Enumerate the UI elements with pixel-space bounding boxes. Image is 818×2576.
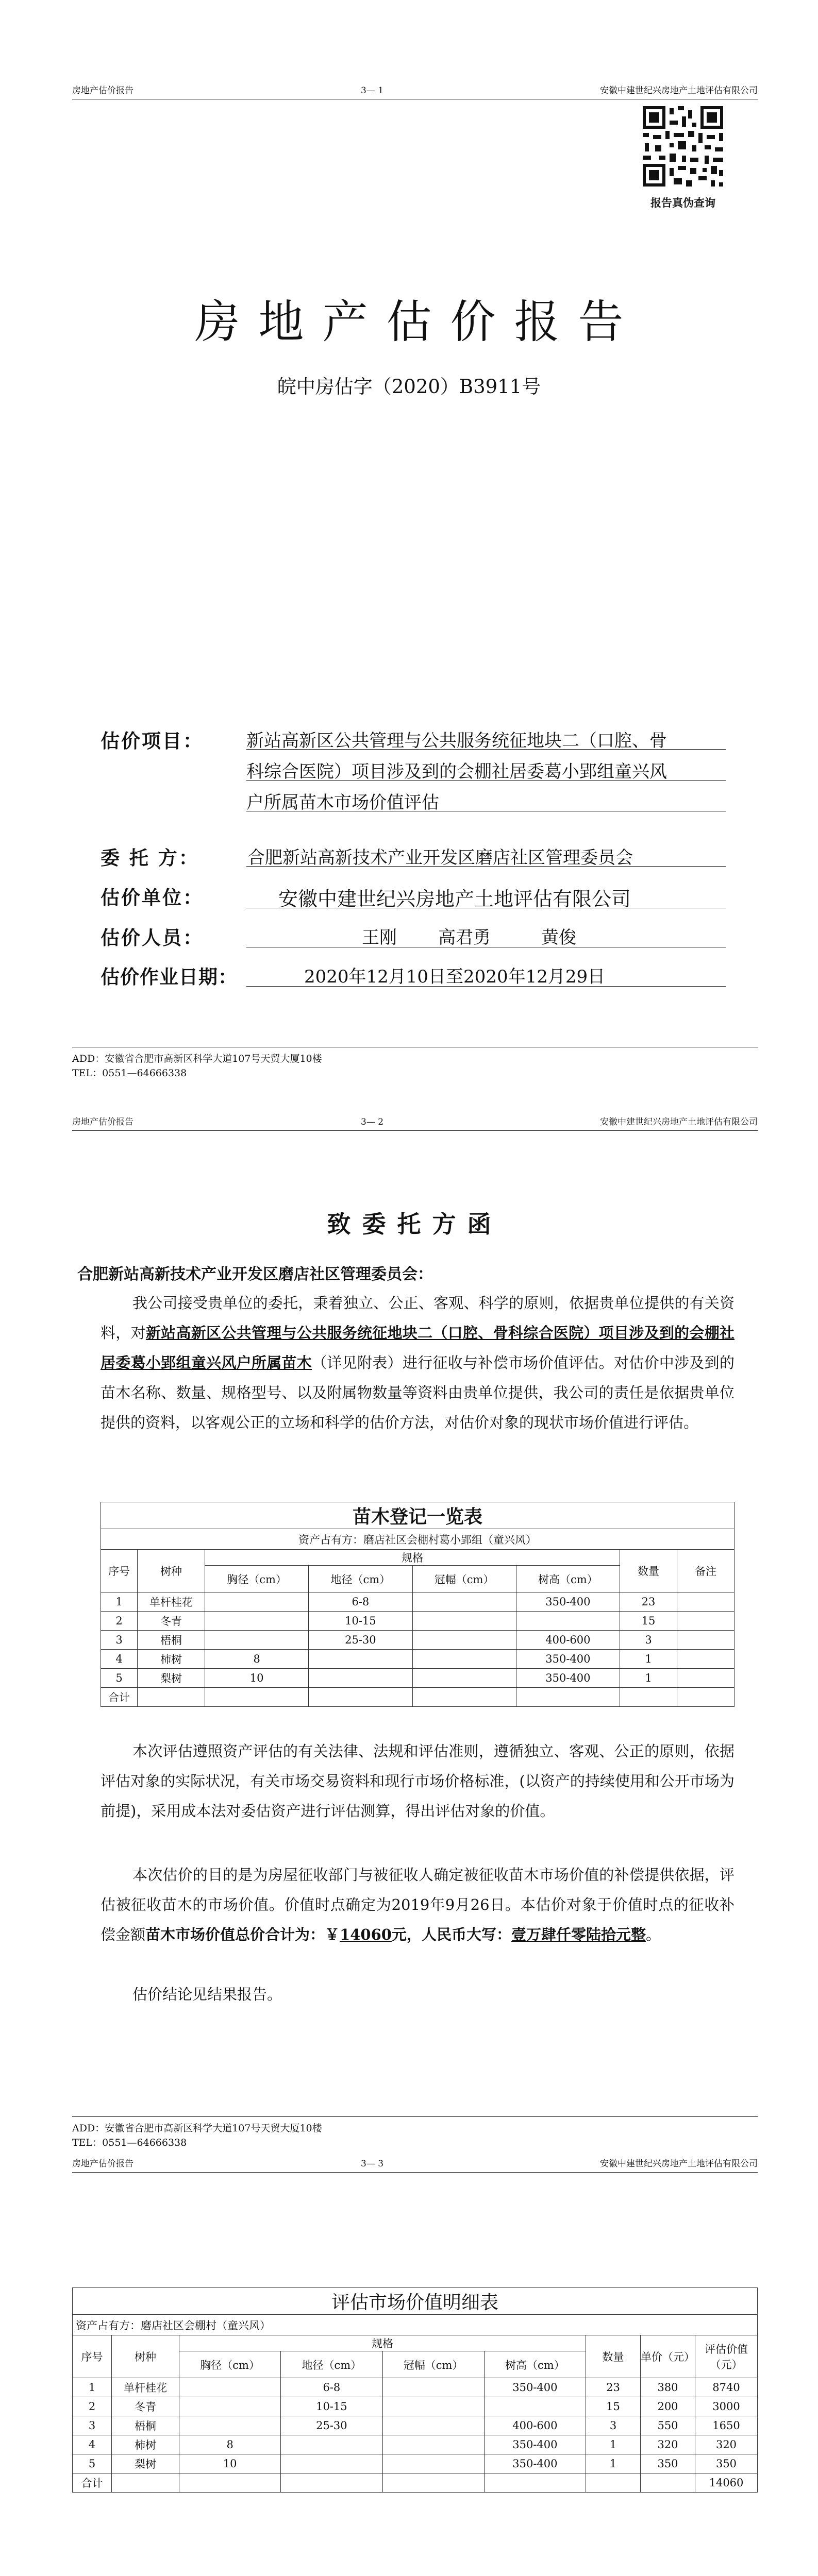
letter-paragraph-3: [101, 1860, 734, 1950]
cell: [412, 1650, 516, 1669]
para3-text: 本次估价的目的是为房屋征收部门与被征收人确定被征收苗木市场价值的补偿提供依据，评估被征收苗木的市场价值。价值时点确定为2019年9月26日。本估价对象于价值时点的征收补偿金额: [101, 1866, 734, 1943]
cell: 3: [620, 1631, 677, 1650]
cell: 25-30: [281, 2416, 382, 2435]
table-total-row: [73, 2473, 758, 2493]
cell: [179, 2378, 281, 2397]
col-header-dia: 胸径（cm）: [205, 1566, 309, 1592]
header-company: 安徽中建世纪兴房地产土地评估有限公司: [600, 86, 758, 96]
cell: 柿树: [112, 2435, 179, 2454]
col-header-dia: 胸径（cm）: [179, 2351, 281, 2378]
work-date: 2020年12月10日至2020年12月29日: [304, 967, 606, 987]
col-header-height: 树高（cm）: [484, 2351, 586, 2378]
cell: [179, 2416, 281, 2435]
underline: [246, 866, 726, 867]
table-title: 苗木登记一览表: [101, 1502, 734, 1529]
table-row: [73, 2416, 758, 2435]
cell: [412, 1631, 516, 1650]
project-line-3: 户所属苗木市场价值评估: [246, 792, 439, 813]
col-header-ground: 地径（cm）: [309, 1566, 412, 1592]
cell: 23: [620, 1592, 677, 1612]
col-header-height: 树高（cm）: [516, 1566, 620, 1592]
table-row: [101, 1612, 734, 1631]
col-header-value: 评估价值（元）: [695, 2335, 758, 2378]
footer-tel: TEL：0551—64666338: [72, 1067, 187, 1079]
col-header-no: 序号: [73, 2335, 112, 2378]
cell: [677, 1650, 734, 1669]
cell: 1: [620, 1650, 677, 1669]
cell: 8740: [695, 2378, 758, 2397]
cell: 200: [641, 2397, 695, 2416]
table-total-row: [101, 1688, 734, 1707]
footer-address: ADD：安徽省合肥市高新区科学大道107号天贸大厦10楼: [72, 1053, 322, 1064]
cell: 550: [641, 2416, 695, 2435]
cell: [281, 2435, 382, 2454]
cell: 350-400: [516, 1669, 620, 1688]
cell: 8: [205, 1650, 309, 1669]
cell: 400-600: [516, 1631, 620, 1650]
cell: 350: [695, 2454, 758, 2473]
org-name: 安徽中建世纪兴房地产土地评估有限公司: [278, 888, 631, 910]
cell: [484, 2397, 586, 2416]
letter-paragraph-2: 本次评估遵照资产评估的有关法律、法规和评估准则，遵循独立、客观、公正的原则，依据评估对象的实际状况，有关市场交易资料和现行市场价格标准，(以资产的持续使用和公开市场为前提)，采用成本法对委估资产进行评估测算，得出评估对象的价值。: [101, 1742, 734, 1820]
cell: 25-30: [309, 1631, 412, 1650]
cell: 梧桐: [138, 1631, 205, 1650]
client-label: 委 托 方：: [101, 846, 199, 869]
cell: [516, 1612, 620, 1631]
cell: 1: [101, 1592, 138, 1612]
project-line-2: 科综合医院）项目涉及到的会棚社居委葛小郢组童兴风: [246, 761, 667, 782]
cell: 10: [179, 2454, 281, 2473]
cell: 3: [73, 2416, 112, 2435]
cell: 梨树: [112, 2454, 179, 2473]
letter-paragraph-4: 估价结论见结果报告。: [132, 1986, 282, 2003]
cell: [677, 1612, 734, 1631]
underline: [246, 749, 726, 750]
cell: 1: [586, 2454, 641, 2473]
table-row: [73, 2435, 758, 2454]
cell: 柿树: [138, 1650, 205, 1669]
qr-code-icon: [641, 104, 725, 189]
table-row: [73, 2454, 758, 2473]
para3-end: 。: [645, 1926, 661, 1943]
header-company: 安徽中建世纪兴房地产土地评估有限公司: [600, 2159, 758, 2169]
col-header-crown: 冠幅（cm）: [382, 2351, 484, 2378]
para1-text-cont: （详见附表）进行征收与补偿市场价值评估。对估价中涉及到的苗木名称、数量、规格型号、以及附属物数量等资料由贵单位提供，我公司的责任是依据贵单位提供的资料，以客观公正的立场和科学的估价方法，对估价对象的现状市场价值进行评估。: [101, 1354, 734, 1431]
staff-2: 高君勇: [438, 927, 491, 948]
report-number: 皖中房估字（2020）B3911号: [277, 376, 541, 398]
cell: 3: [586, 2416, 641, 2435]
cell: 冬青: [112, 2397, 179, 2416]
cell: [281, 2454, 382, 2473]
cell: [382, 2454, 484, 2473]
cell: [412, 1669, 516, 1688]
para1-project: 新站高新区公共管理与公共服务统征地块二（口腔、骨科综合医院）项目涉及到的会棚社居委葛小郢组童兴风户所属苗木: [101, 1324, 734, 1371]
cell: 320: [695, 2435, 758, 2454]
footer-address: ADD：安徽省合肥市高新区科学大道107号天贸大厦10楼: [72, 2123, 322, 2134]
cell: 320: [641, 2435, 695, 2454]
cell: 8: [179, 2435, 281, 2454]
cell: 350-400: [484, 2435, 586, 2454]
total-amount: 14060: [340, 1926, 392, 1943]
page-header: [72, 2149, 758, 2173]
page-number: 3— 3: [361, 2159, 384, 2169]
header-left: 房地产估价报告: [72, 1117, 133, 1127]
letter-salutation: 合肥新站高新技术产业开发区磨店社区管理委员会：: [77, 1265, 433, 1283]
cell: 2: [73, 2397, 112, 2416]
col-header-spec: 规格: [179, 2335, 586, 2351]
cell: 3000: [695, 2397, 758, 2416]
cell: 400-600: [484, 2416, 586, 2435]
cell: 23: [586, 2378, 641, 2397]
col-header-species: 树种: [112, 2335, 179, 2378]
staff-label: 估价人员：: [101, 926, 204, 949]
project-label: 估价项目：: [101, 730, 204, 752]
header-left: 房地产估价报告: [72, 86, 133, 96]
valuation-detail-table: [72, 2287, 758, 2493]
cell: 单杆桂花: [112, 2378, 179, 2397]
para1-text: 我公司接受贵单位的委托，秉着独立、公正、客观、科学的原则，依据贵单位提供的有关资料，对: [101, 1294, 734, 1342]
qr-code[interactable]: [641, 104, 725, 189]
page-header: [72, 1108, 758, 1131]
staff-1: 王刚: [362, 927, 397, 948]
letter-title: 致委托方函: [327, 1210, 503, 1238]
col-header-ground: 地径（cm）: [281, 2351, 382, 2378]
cell: 4: [101, 1650, 138, 1669]
table-row: [101, 1669, 734, 1688]
cell: 350-400: [516, 1650, 620, 1669]
table-owner: 资产占有方：磨店社区会棚村（童兴风）: [73, 2315, 758, 2335]
cell: 15: [620, 1612, 677, 1631]
cell: 梨树: [138, 1669, 205, 1688]
seedling-register-table: [101, 1502, 734, 1707]
page-footer: [72, 1047, 758, 1080]
page-footer: [72, 2116, 758, 2150]
para3-total-label: 苗木市场价值总价合计为：￥: [145, 1926, 340, 1943]
cell: 350-400: [516, 1592, 620, 1612]
qr-caption: 报告真伪查询: [650, 196, 715, 209]
client-name: 合肥新站高新技术产业开发区磨店社区管理委员会: [247, 848, 633, 868]
cell: [382, 2435, 484, 2454]
cell: 10: [205, 1669, 309, 1688]
cell: [382, 2378, 484, 2397]
table-row: [73, 2397, 758, 2416]
footer-tel: TEL：0551—64666338: [72, 2137, 187, 2148]
cell: 1650: [695, 2416, 758, 2435]
cell: 5: [73, 2454, 112, 2473]
cell: [677, 1631, 734, 1650]
cell: 1: [586, 2435, 641, 2454]
cell: 6-8: [281, 2378, 382, 2397]
cell: [412, 1592, 516, 1612]
col-header-note: 备注: [677, 1550, 734, 1592]
cell: 10-15: [309, 1612, 412, 1631]
table-owner: 资产占有方：磨店社区会棚村葛小郢组（童兴风）: [101, 1529, 734, 1550]
page-number: 3— 2: [361, 1117, 384, 1127]
col-header-crown: 冠幅（cm）: [412, 1566, 516, 1592]
header-left: 房地产估价报告: [72, 2159, 133, 2169]
cell: [382, 2397, 484, 2416]
table-row: [101, 1650, 734, 1669]
para3-upper-label: 元，人民币大写：: [391, 1926, 511, 1943]
cell: 10-15: [281, 2397, 382, 2416]
cell: [309, 1669, 412, 1688]
underline: [246, 780, 726, 781]
cell: 3: [101, 1631, 138, 1650]
col-header-spec: 规格: [205, 1550, 620, 1566]
cell: [677, 1669, 734, 1688]
cell: [205, 1612, 309, 1631]
cell: 冬青: [138, 1612, 205, 1631]
staff-3: 黄俊: [541, 927, 576, 948]
cell: 350: [641, 2454, 695, 2473]
total-label: 合计: [73, 2473, 112, 2493]
table-row: [101, 1592, 734, 1612]
cell: 6-8: [309, 1592, 412, 1612]
footer-rule: [72, 2116, 758, 2117]
cell: 1: [73, 2378, 112, 2397]
col-header-no: 序号: [101, 1550, 138, 1592]
cell: [309, 1650, 412, 1669]
cell: 380: [641, 2378, 695, 2397]
cell: 梧桐: [112, 2416, 179, 2435]
underline: [246, 986, 726, 987]
cell: [205, 1631, 309, 1650]
col-header-qty: 数量: [620, 1550, 677, 1592]
project-line-1: 新站高新区公共管理与公共服务统征地块二（口腔、骨: [246, 731, 667, 751]
page-header: [72, 76, 758, 99]
col-header-price: 单价（元）: [641, 2335, 695, 2378]
report-title: 房地产估价报告: [194, 295, 642, 348]
cell: 15: [586, 2397, 641, 2416]
cell: [179, 2397, 281, 2416]
cell: [412, 1612, 516, 1631]
cell: [205, 1592, 309, 1612]
cell: 5: [101, 1669, 138, 1688]
table-row: [73, 2378, 758, 2397]
table-title: 评估市场价值明细表: [73, 2288, 758, 2315]
table-row: [101, 1631, 734, 1650]
cell: 350-400: [484, 2378, 586, 2397]
cell: [382, 2416, 484, 2435]
letter-paragraph-1: [101, 1288, 734, 1437]
total-amount-upper: 壹万肆仟零陆拾元整: [511, 1926, 646, 1943]
org-label: 估价单位：: [101, 886, 204, 909]
page-number: 3— 1: [361, 86, 384, 96]
cell: 2: [101, 1612, 138, 1631]
cell: 4: [73, 2435, 112, 2454]
cell: 350-400: [484, 2454, 586, 2473]
cell: [677, 1592, 734, 1612]
header-company: 安徽中建世纪兴房地产土地评估有限公司: [600, 1117, 758, 1127]
cell: 单杆桂花: [138, 1592, 205, 1612]
total-label: 合计: [101, 1688, 138, 1707]
date-label: 估价作业日期：: [101, 965, 238, 988]
col-header-species: 树种: [138, 1550, 205, 1592]
col-header-qty: 数量: [586, 2335, 641, 2378]
cell: 1: [620, 1669, 677, 1688]
total-value: 14060: [695, 2473, 758, 2493]
